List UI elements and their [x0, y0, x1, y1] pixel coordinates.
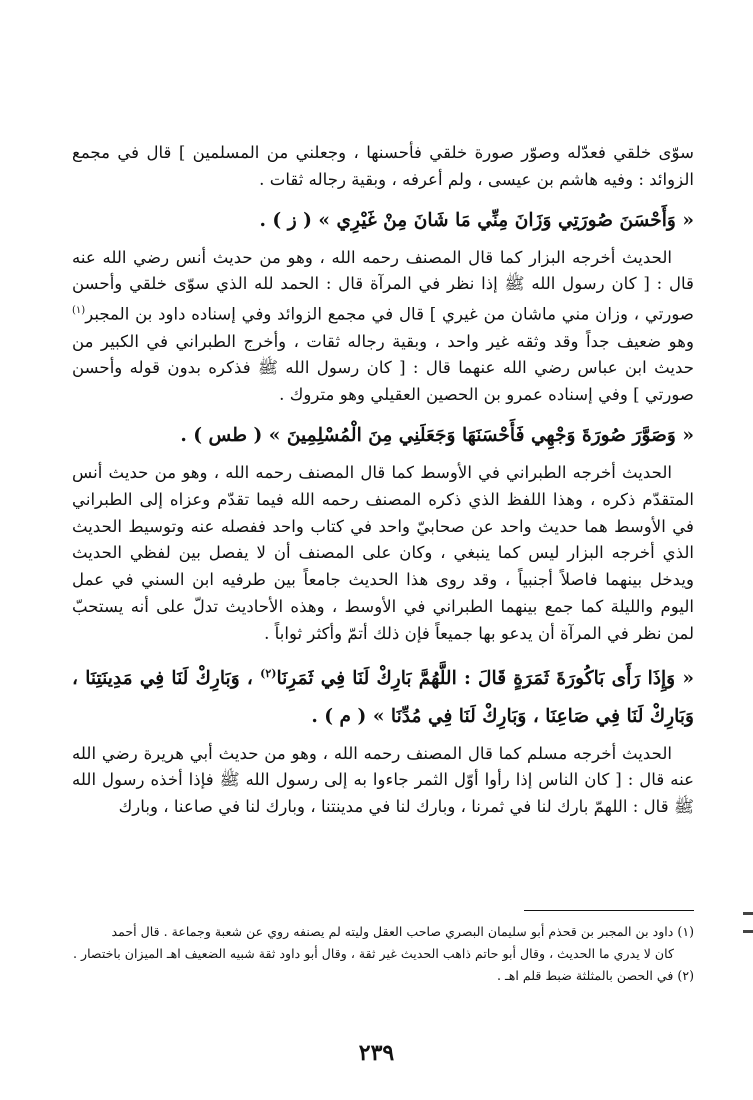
hadith-part: ، وَبَارِكْ لَنَا فِي مَدِينَتِنَا ، وَبَارِكْ لَنَا فِي صَاعِنَا ، وَبَارِكْ لَنَا فِي مُدِّنَا » ( م ) . — [72, 668, 694, 727]
hadith-text: « وَصَوَّرَ صُورَةَ وَجْهِي فَأَحْسَنَهَا وَجَعَلَنِي مِنَ الْمُسْلِمِينَ » ( طس ) . — [180, 424, 694, 446]
paragraph-text: وهو ضعيف جداً وقد وثقه غير واحد ، وبقية رجاله ثقات ، وأخرج الطبراني في الكبير من حديث ابن عباس رضي الله عنهما قال : [ كان رسول الله ﷺ فذكره بدون قوله وأحسن صورتي ] وفي إسناده عمرو بن الحصين العقيلي وهو متروك . — [72, 331, 694, 405]
paragraph: الحديث أخرجه الطبراني في الأوسط كما قال المصنف رحمه الله ، وهو من حديث أنس المتقدّم ذكره ، وهذا اللفظ الذي ذكره المصنف رحمه الله فيما تقدّم وعزاه إلى الطبراني في الأوسط هما حديث واحد عن صحابيّ واحد في كتاب واحد ففصله عنه وتوسيط الحديث الذي أخرجه البزار ليس كما ينبغي ، وكان على المصنف أن لا يفصل بين لفظي الحديث ويدخل بينهما فاصلاً أجنبياً ، وقد روى هذا الحديث جامعاً بين طرفيه ابن السني في عمل اليوم والليلة كما جمع بينهما الطبراني في الأوسط ، وهذه الأحاديث تدلّ على أنه يستحبّ لمن نظر في المرآة أن يدعو بها جميعاً فإن ذلك أتمّ وأكثر ثواباً . — [72, 462, 694, 643]
page-number: ٢٣٩ — [358, 1040, 395, 1066]
footnote-ref[interactable]: (٢) — [260, 667, 277, 681]
scan-edge-mark — [743, 912, 753, 915]
hadith-text — [72, 655, 694, 734]
paragraph: الحديث أخرجه مسلم كما قال المصنف رحمه الله ، وهو من حديث أبي هريرة رضي الله عنه قال : [ كان الناس إذا رأوا أوّل الثمر جاءوا به إلى رسول الله ﷺ فإذا أخذه رسول الله ﷺ قال : اللهمّ بارك لنا في ثمرنا ، وبارك لنا في مدينتنا ، وبارك لنا في صاعنا ، وبارك — [72, 743, 694, 817]
footnote-1-continued: كان لا يدري ما الحديث ، وقال أبو حاتم ذاهب الحديث غير ثقة ، وقال أبو داود ثقة شبيه الضعيف اهـ الميزان باختصار . — [73, 946, 674, 961]
hadith-text: « وَأَحْسَنَ صُورَتِي وَزَانَ مِنِّي مَا شَانَ مِنْ غَيْرِي » ( ز ) . — [259, 209, 694, 231]
page-body — [72, 140, 694, 821]
paragraph — [72, 245, 694, 409]
footnote-1: (١) داود بن المجبر بن قحذم أبو سليمان البصري صاحب العقل وليته لم يصنفه روي عن شعبة وجماعة . قال أحمد — [111, 924, 694, 939]
footnote-ref[interactable]: (١) — [72, 305, 86, 317]
hadith-part: « وَإِذَا رَأَى بَاكُورَةَ ثَمَرَةٍ قَالَ : اللَّهُمَّ بَارِكْ لَنَا فِي ثَمَرِنَا — [276, 668, 694, 690]
footnote-2: (٢) في الحصن بالمثلثة ضبط قلم اهـ . — [497, 968, 694, 983]
footnote-divider — [524, 910, 694, 911]
paragraph: سوّى خلقي فعدّله وصوّر صورة خلقي فأحسنها ، وجعلني من المسلمين ] قال في مجمع الزوائد : وفيه هاشم بن عيسى ، ولم أعرفه ، وبقية رجاله ثقات . — [72, 143, 694, 189]
footnotes — [72, 921, 694, 987]
paragraph-text: الحديث أخرجه البزار كما قال المصنف رحمه الله ، وهو من حديث أنس رضي الله عنه قال : [ كان رسول الله ﷺ إذا نظر في المرآة قال : الحمد لله الذي سوّى خلقي وأحسن صورتي ، وزان مني ماشان من غيري ] قال في مجمع الزوائد وفي إسناده داود بن المجبر — [72, 247, 694, 324]
scan-edge-mark — [743, 930, 753, 933]
